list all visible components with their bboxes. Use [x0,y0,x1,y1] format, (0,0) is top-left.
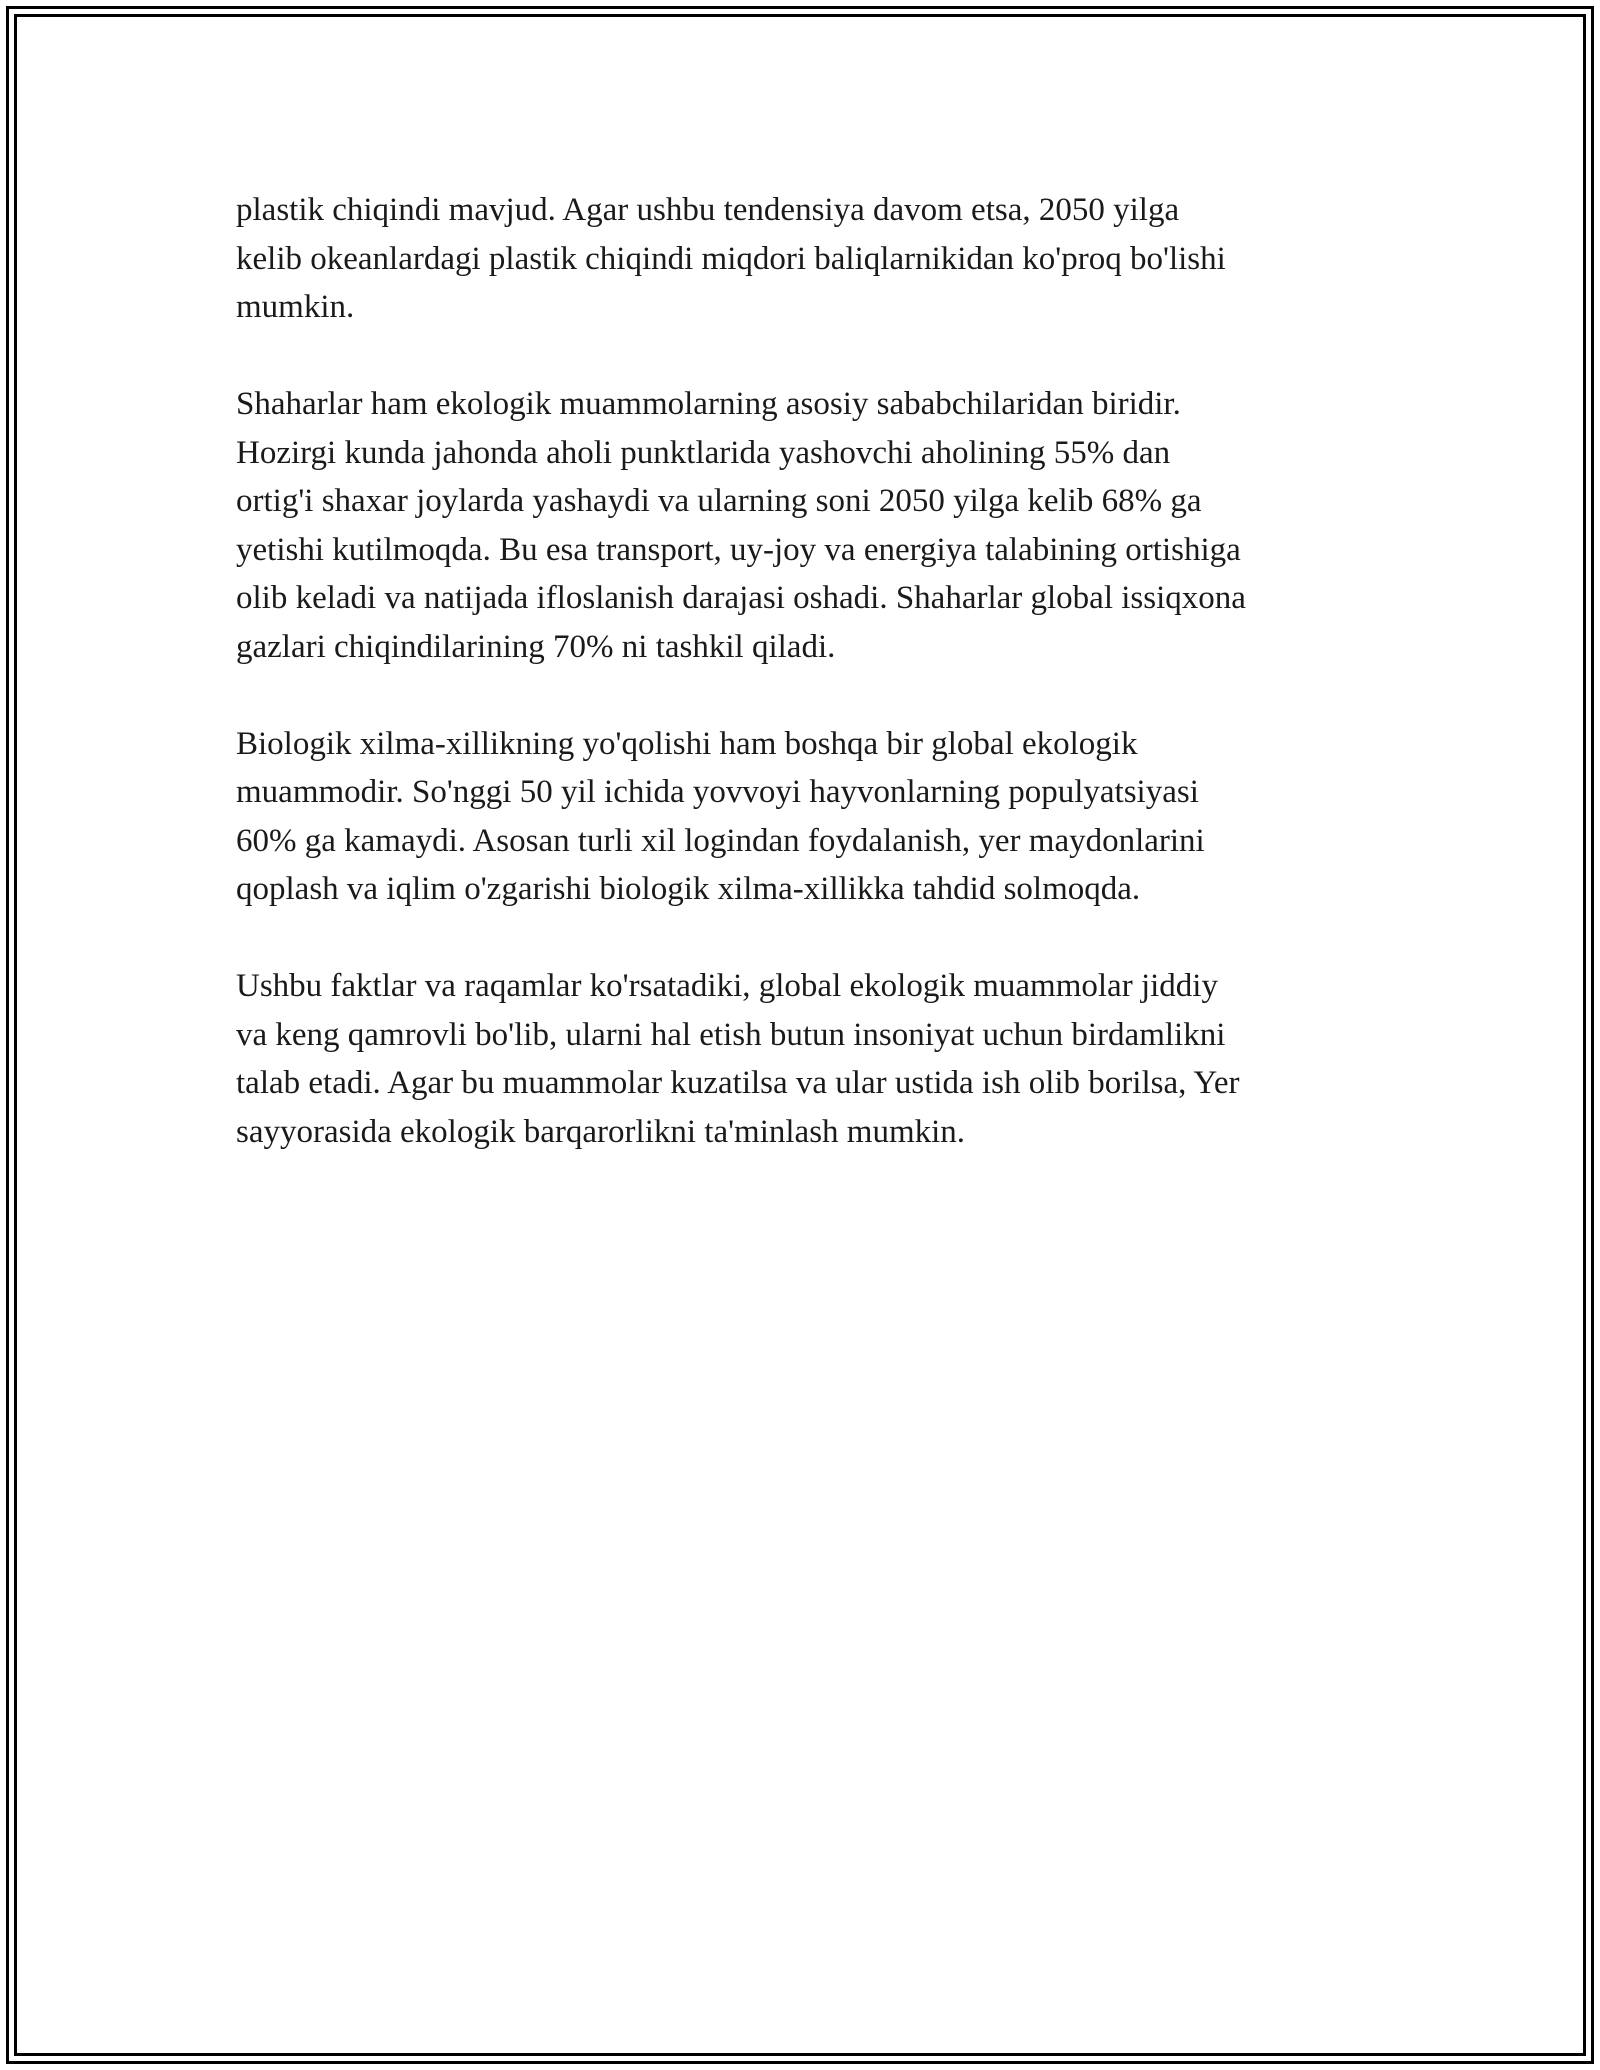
paragraph-plastic-waste: plastik chiqindi mavjud. Agar ushbu tendensiya davom etsa, 2050 yilga kelib okeanlardagi plastik chiqindi miqdori baliqlarnikidan ko'proq bo'lishi mumkin. [236,192,1226,325]
paragraph-cities: Shaharlar ham ekologik muammolarning asosiy sababchilaridan biridir. Hozirgi kunda jahonda aholi punktlarida yashovchi aholining 55% dan ortig'i shaxar joylarda yashaydi va ularning soni 2050 yilga kelib 68% ga yetishi kutilmoqda. Bu esa transport, uy-joy va energiya talabining ortishiga olib keladi va natijada ifloslanish darajasi oshadi. Shaharlar global issiqxona gazlari chiqindilarining 70% ni tashkil qiladi. [236,386,1246,665]
paragraph-conclusion: Ushbu faktlar va raqamlar ko'rsatadiki, global ekologik muammolar jiddiy va keng qamrovli bo'lib, ularni hal etish butun insoniyat uchun birdamlikni talab etadi. Agar bu muammolar kuzatilsa va ular ustida ish olib borilsa, Yer sayyorasida ekologik barqarorlikni ta'minlash mumkin. [236,968,1240,1150]
paragraph-biodiversity: Biologik xilma-xillikning yo'qolishi ham boshqa bir global ekologik muammodir. So'nggi 50 yil ichida yovvoyi hayvonlarning populyatsiyasi 60% ga kamaydi. Asosan turli xil logindan foydalanish, yer maydonlarini qoplash va iqlim o'zgarishi biologik xilma-xillikka tahdid solmoqda. [236,725,1205,907]
document-body [236,186,1376,1205]
